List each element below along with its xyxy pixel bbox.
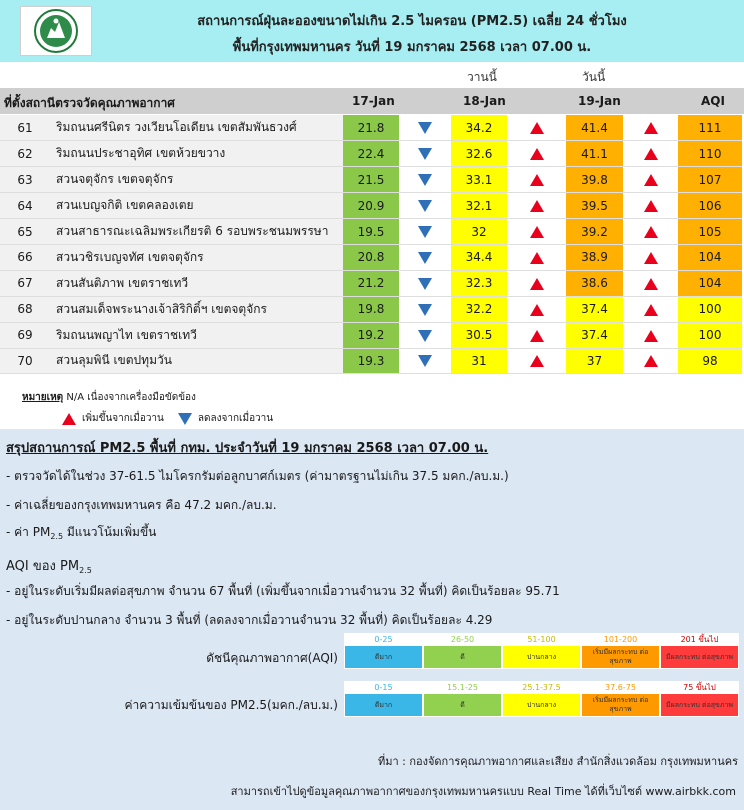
station-name: ริมถนนพญาไท เขตราชเทวี (50, 322, 343, 348)
pm-range: 15.1-25 (424, 682, 501, 694)
up-triangle-icon (530, 304, 544, 316)
pm-19-jan: 37 (566, 348, 623, 374)
aqi-value: 106 (678, 193, 742, 219)
up-triangle-icon (644, 304, 658, 316)
aqi-level-3 (502, 633, 581, 669)
pm-level-5 (660, 681, 739, 717)
pm-18-jan: 32.6 (451, 141, 507, 167)
pm-18-jan: 32.1 (451, 193, 507, 219)
summary-title: สรุปสถานการณ์ PM2.5 พื้นที่ กทม. ประจำวันที่ 19 มกราคม 2568 เวลา 07.00 น. (6, 441, 489, 456)
station-number: 64 (0, 193, 50, 219)
aqi-band: ดี (424, 646, 501, 668)
aqi-range: 51-100 (503, 634, 580, 646)
trend-cell (507, 141, 566, 167)
aqi-band: ดีมาก (345, 646, 422, 668)
trend-cell (623, 219, 678, 245)
pm-17-jan: 19.3 (343, 348, 399, 374)
up-triangle-icon (530, 355, 544, 367)
up-triangle-icon (644, 174, 658, 186)
aqi-range: 26-50 (424, 634, 501, 646)
station-number: 62 (0, 141, 50, 167)
pm-17-jan: 20.8 (343, 244, 399, 270)
table-row (0, 244, 742, 270)
down-triangle-icon (418, 226, 432, 238)
station-number: 61 (0, 115, 50, 141)
col-header-17-jan: 17-Jan (352, 94, 395, 108)
pm-band: ดี (424, 694, 501, 716)
report-header (0, 0, 744, 62)
aqi-line-moderate: - อยู่ในระดับปานกลาง จำนวน 3 พื้นที่ (ลดลงจากเมื่อวานจำนวน 32 พื้นที่) คิดเป็นร้อยละ 4.29 (6, 613, 493, 627)
table-row (0, 115, 742, 141)
trend-suffix: มีแนวโน้มเพิ่มขึ้น (63, 525, 157, 539)
aqi-value: 105 (678, 219, 742, 245)
station-number: 69 (0, 322, 50, 348)
pm-level-1 (344, 681, 423, 717)
pm-17-jan: 21.5 (343, 167, 399, 193)
trend-cell (623, 270, 678, 296)
table-row (0, 322, 742, 348)
station-number: 67 (0, 270, 50, 296)
aqi-range: 0-25 (345, 634, 422, 646)
station-name: สวนสาธารณะเฉลิมพระเกียรติ 6 รอบพระชนมพรรษา (50, 219, 343, 245)
aqi-band: มีผลกระทบ ต่อสุขภาพ (661, 646, 738, 668)
up-triangle-icon (644, 252, 658, 264)
trend-cell (623, 322, 678, 348)
station-number: 68 (0, 296, 50, 322)
station-name: สวนสมเด็จพระนางเจ้าสิริกิติ์ฯ เขตจตุจักร (50, 296, 343, 322)
station-name: สวนวชิรเบญจทัศ เขตจตุจักร (50, 244, 343, 270)
pm-range: 75 ขึ้นไป (661, 682, 738, 694)
aqi-band: ปานกลาง (503, 646, 580, 668)
pm-17-jan: 21.2 (343, 270, 399, 296)
pm-18-jan: 33.1 (451, 167, 507, 193)
aqi-scale-label: ดัชนีคุณภาพอากาศ(AQI) (206, 651, 338, 665)
up-triangle-icon (530, 252, 544, 264)
aqi-level-5 (660, 633, 739, 669)
trend-cell (399, 141, 451, 167)
table-header-row (0, 88, 744, 114)
trend-cell (623, 141, 678, 167)
up-triangle-icon (530, 278, 544, 290)
trend-cell (623, 167, 678, 193)
pm-18-jan: 32 (451, 219, 507, 245)
day-labels-row (0, 64, 744, 86)
pm-18-jan: 34.2 (451, 115, 507, 141)
trend-cell (507, 244, 566, 270)
report-subtitle: พื้นที่กรุงเทพมหานคร วันที่ 19 มกราคม 2568 เวลา 07.00 น. (232, 40, 592, 55)
trend-cell (399, 296, 451, 322)
up-triangle-icon (644, 226, 658, 238)
aqi-level-1 (344, 633, 423, 669)
summary-line-range: - ตรวจวัดได้ในช่วง 37-61.5 ไมโครกรัมต่อลูกบาศก์เมตร (ค่ามาตรฐานไม่เกิน 37.5 มคก./ลบ.ม.) (6, 469, 509, 483)
trend-cell (623, 348, 678, 374)
col-header-18-jan: 18-Jan (463, 94, 506, 108)
data-source: ที่มา : กองจัดการคุณภาพอากาศและเสียง สำนักสิ่งแวดล้อม กรุงเทพมหานคร (377, 755, 738, 768)
pm-range: 25.1-37.5 (503, 682, 580, 694)
table-row (0, 193, 742, 219)
summary-line-average: - ค่าเฉลี่ยของกรุงเทพมหานคร คือ 47.2 มคก./ลบ.ม. (6, 498, 277, 512)
pm-scale-label: ค่าความเข้มข้นของ PM2.5(มคก./ลบ.ม.) (124, 698, 338, 712)
trend-cell (399, 244, 451, 270)
pm-level-2 (423, 681, 502, 717)
table-row (0, 348, 742, 374)
pm-18-jan: 32.2 (451, 296, 507, 322)
aqi-band: เริ่มมีผลกระทบ ต่อสุขภาพ (582, 646, 659, 668)
pm-19-jan: 38.6 (566, 270, 623, 296)
pm-19-jan: 39.8 (566, 167, 623, 193)
trend-cell (623, 115, 678, 141)
pm-19-jan: 39.2 (566, 219, 623, 245)
trend-prefix: - ค่า PM (6, 525, 51, 539)
trend-cell (507, 193, 566, 219)
station-number: 65 (0, 219, 50, 245)
station-name: สวนเบญจกิติ เขตคลองเตย (50, 193, 343, 219)
aqi-value: 98 (678, 348, 742, 374)
trend-cell (623, 296, 678, 322)
trend-cell (399, 115, 451, 141)
pm-band: เริ่มมีผลกระทบ ต่อสุขภาพ (582, 694, 659, 716)
bma-seal-icon (33, 8, 79, 54)
today-label: วันนี้ (582, 70, 606, 84)
pm-17-jan: 19.8 (343, 296, 399, 322)
pm-17-jan: 19.5 (343, 219, 399, 245)
aqi-level-4 (581, 633, 660, 669)
aqi-line-affected: - อยู่ในระดับเริ่มมีผลต่อสุขภาพ จำนวน 67 พื้นที่ (เพิ่มขึ้นจากเมื่อวานจำนวน 32 พื้นที่) คิดเป็นร้อยละ 95.71 (6, 584, 560, 598)
down-triangle-icon (418, 304, 432, 316)
pm-scale (344, 681, 739, 717)
trend-cell (399, 322, 451, 348)
aqi-value: 104 (678, 270, 742, 296)
pm-18-jan: 31 (451, 348, 507, 374)
legend-up-text: เพิ่มขึ้นจากเมื่อวาน (82, 413, 164, 424)
down-triangle-icon (418, 252, 432, 264)
up-triangle-icon (530, 226, 544, 238)
pm-level-3 (502, 681, 581, 717)
yesterday-label: วานนี้ (467, 70, 497, 84)
pm-19-jan: 37.4 (566, 322, 623, 348)
table-row (0, 141, 742, 167)
down-triangle-icon (418, 278, 432, 290)
station-name: ริมถนนศรีนิตร วงเวียนโอเดียน เขตสัมพันธวงศ์ (50, 115, 343, 141)
pm-band: มีผลกระทบ ต่อสุขภาพ (661, 694, 738, 716)
station-name: สวนสันติภาพ เขตราชเทวี (50, 270, 343, 296)
up-triangle-icon (644, 200, 658, 212)
aqi-title (6, 555, 92, 576)
station-name: สวนลุมพินี เขตปทุมวัน (50, 348, 343, 374)
col-header-aqi: AQI (701, 94, 725, 108)
table-row (0, 270, 742, 296)
table-row (0, 219, 742, 245)
aqi-range: 101-200 (582, 634, 659, 646)
table-row (0, 167, 742, 193)
pm-17-jan: 21.8 (343, 115, 399, 141)
trend-cell (399, 219, 451, 245)
down-triangle-icon (418, 148, 432, 160)
up-triangle-icon (644, 148, 658, 160)
report-title: สถานการณ์ฝุ่นละอองขนาดไม่เกิน 2.5 ไมครอน (PM2.5) เฉลี่ย 24 ชั่วโมง (197, 14, 627, 29)
pm-level-4 (581, 681, 660, 717)
trend-cell (507, 348, 566, 374)
pm-18-jan: 34.4 (451, 244, 507, 270)
up-triangle-icon (530, 200, 544, 212)
trend-cell (399, 270, 451, 296)
trend-cell (507, 167, 566, 193)
trend-cell (623, 244, 678, 270)
aqi-value: 100 (678, 296, 742, 322)
pm-19-jan: 41.1 (566, 141, 623, 167)
station-name: ริมถนนประชาอุทิศ เขตห้วยขวาง (50, 141, 343, 167)
aqi-value: 111 (678, 115, 742, 141)
remark-label: หมายเหตุ (22, 392, 64, 403)
trend-cell (399, 167, 451, 193)
up-triangle-icon (530, 148, 544, 160)
trend-cell (507, 270, 566, 296)
footer-website-note: สามารถเข้าไปดูข้อมูลคุณภาพอากาศของกรุงเทพมหานครแบบ Real Time ได้ที่เว็บไซต์ www.airbkk.com (230, 785, 736, 798)
trend-sub: 2.5 (50, 532, 64, 541)
pm-17-jan: 20.9 (343, 193, 399, 219)
trend-cell (623, 193, 678, 219)
aqi-level-2 (423, 633, 502, 669)
trend-cell (507, 296, 566, 322)
pm-range: 37.6-75 (582, 682, 659, 694)
up-triangle-icon (62, 413, 76, 425)
station-number: 63 (0, 167, 50, 193)
remark (22, 390, 196, 405)
up-triangle-icon (644, 355, 658, 367)
aqi-range: 201 ขึ้นไป (661, 634, 738, 646)
station-table (0, 115, 742, 374)
pm-19-jan: 41.4 (566, 115, 623, 141)
aqi-value: 104 (678, 244, 742, 270)
pm-range: 0-15 (345, 682, 422, 694)
summary-section (0, 429, 744, 810)
pm-17-jan: 22.4 (343, 141, 399, 167)
aqi-title-sub: 2.5 (79, 566, 92, 575)
table-row (0, 296, 742, 322)
pm-band: ปานกลาง (503, 694, 580, 716)
aqi-value: 107 (678, 167, 742, 193)
down-triangle-icon (418, 200, 432, 212)
pm-19-jan: 39.5 (566, 193, 623, 219)
pm-18-jan: 30.5 (451, 322, 507, 348)
summary-line-trend (6, 523, 156, 542)
aqi-scale (344, 633, 739, 669)
pm-19-jan: 37.4 (566, 296, 623, 322)
station-number: 70 (0, 348, 50, 374)
col-header-19-jan: 19-Jan (578, 94, 621, 108)
trend-cell (399, 193, 451, 219)
pm-18-jan: 32.3 (451, 270, 507, 296)
aqi-value: 110 (678, 141, 742, 167)
pm-band: ดีมาก (345, 694, 422, 716)
up-triangle-icon (644, 330, 658, 342)
trend-legend (62, 411, 273, 426)
aqi-value: 100 (678, 322, 742, 348)
trend-cell (507, 322, 566, 348)
down-triangle-icon (418, 174, 432, 186)
up-triangle-icon (644, 278, 658, 290)
pm-17-jan: 19.2 (343, 322, 399, 348)
trend-cell (507, 115, 566, 141)
trend-cell (399, 348, 451, 374)
station-header: ที่ตั้งสถานีตรวจวัดคุณภาพอากาศ (4, 96, 175, 110)
legend-down-text: ลดลงจากเมื่อวาน (197, 413, 274, 424)
station-number: 66 (0, 244, 50, 270)
up-triangle-icon (530, 122, 544, 134)
remark-text: N/A เนื่องจากเครื่องมือขัดข้อง (66, 392, 196, 403)
up-triangle-icon (530, 174, 544, 186)
down-triangle-icon (418, 122, 432, 134)
aqi-title-prefix: AQI ของ PM (6, 559, 80, 574)
station-name: สวนจตุจักร เขตจตุจักร (50, 167, 343, 193)
down-triangle-icon (418, 355, 432, 367)
trend-cell (507, 219, 566, 245)
up-triangle-icon (530, 330, 544, 342)
bma-logo (20, 6, 92, 56)
pm-19-jan: 38.9 (566, 244, 623, 270)
down-triangle-icon (418, 330, 432, 342)
up-triangle-icon (644, 122, 658, 134)
down-triangle-icon (178, 413, 192, 425)
